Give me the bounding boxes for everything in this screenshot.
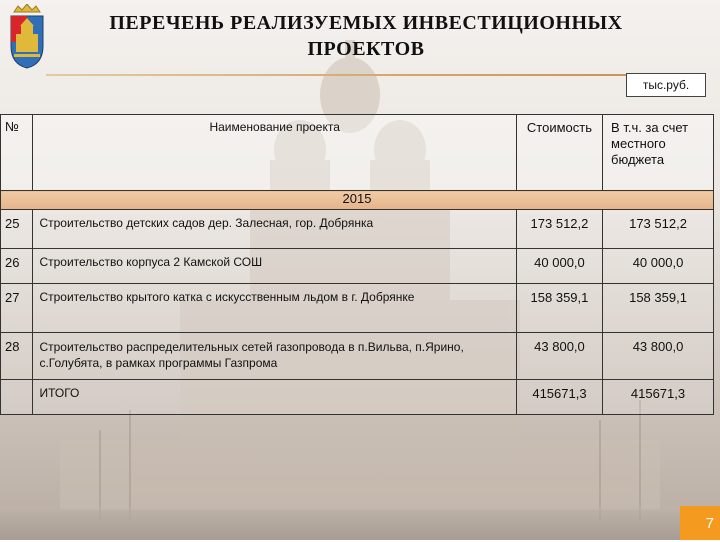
row-local-budget: 173 512,2 xyxy=(603,210,714,249)
coat-of-arms-icon xyxy=(8,4,46,70)
row-cost: 158 359,1 xyxy=(516,284,602,333)
table-header-row xyxy=(1,115,714,191)
year-row xyxy=(1,191,714,210)
row-name: Строительство распределительных сетей газопровода в п.Вильва, п.Ярино, с.Голубята, в рамках программы Газпрома xyxy=(33,333,516,380)
column-header-name: Наименование проекта xyxy=(33,115,516,191)
page-title-line2: ПРОЕКТОВ xyxy=(307,38,425,60)
column-header-num: № xyxy=(1,115,33,191)
row-num: 27 xyxy=(1,284,33,333)
title-divider xyxy=(46,74,636,76)
row-name: Строительство детских садов дер. Залесная, гор. Добрянка xyxy=(33,210,516,249)
table-row xyxy=(1,210,714,249)
row-local-budget: 43 800,0 xyxy=(603,333,714,380)
year-label: 2015 xyxy=(1,191,714,210)
currency-unit-label: тыс.руб. xyxy=(626,73,706,97)
row-name: Строительство крытого катка с искусственным льдом в г. Добрянке xyxy=(33,284,516,333)
row-name: Строительство корпуса 2 Камской СОШ xyxy=(33,249,516,284)
total-cost: 415671,3 xyxy=(516,380,602,415)
column-header-local-budget: В т.ч. за счет местного бюджета xyxy=(603,115,714,191)
row-num: 26 xyxy=(1,249,33,284)
total-local-budget: 415671,3 xyxy=(603,380,714,415)
page-title xyxy=(60,10,672,62)
table-row xyxy=(1,333,714,380)
table-row xyxy=(1,249,714,284)
row-cost: 40 000,0 xyxy=(516,249,602,284)
total-label: ИТОГО xyxy=(33,380,516,415)
row-num: 28 xyxy=(1,333,33,380)
row-cost: 43 800,0 xyxy=(516,333,602,380)
row-cost: 173 512,2 xyxy=(516,210,602,249)
table-row xyxy=(1,284,714,333)
row-local-budget: 40 000,0 xyxy=(603,249,714,284)
page-title-line1: ПЕРЕЧЕНЬ РЕАЛИЗУЕМЫХ ИНВЕСТИЦИОННЫХ xyxy=(109,12,623,34)
page-number: 7 xyxy=(680,506,720,540)
table-total-row xyxy=(1,380,714,415)
row-local-budget: 158 359,1 xyxy=(603,284,714,333)
footer-strip xyxy=(0,508,680,540)
total-num xyxy=(1,380,33,415)
projects-table xyxy=(0,114,714,415)
row-num: 25 xyxy=(1,210,33,249)
column-header-cost: Стоимость xyxy=(516,115,602,191)
